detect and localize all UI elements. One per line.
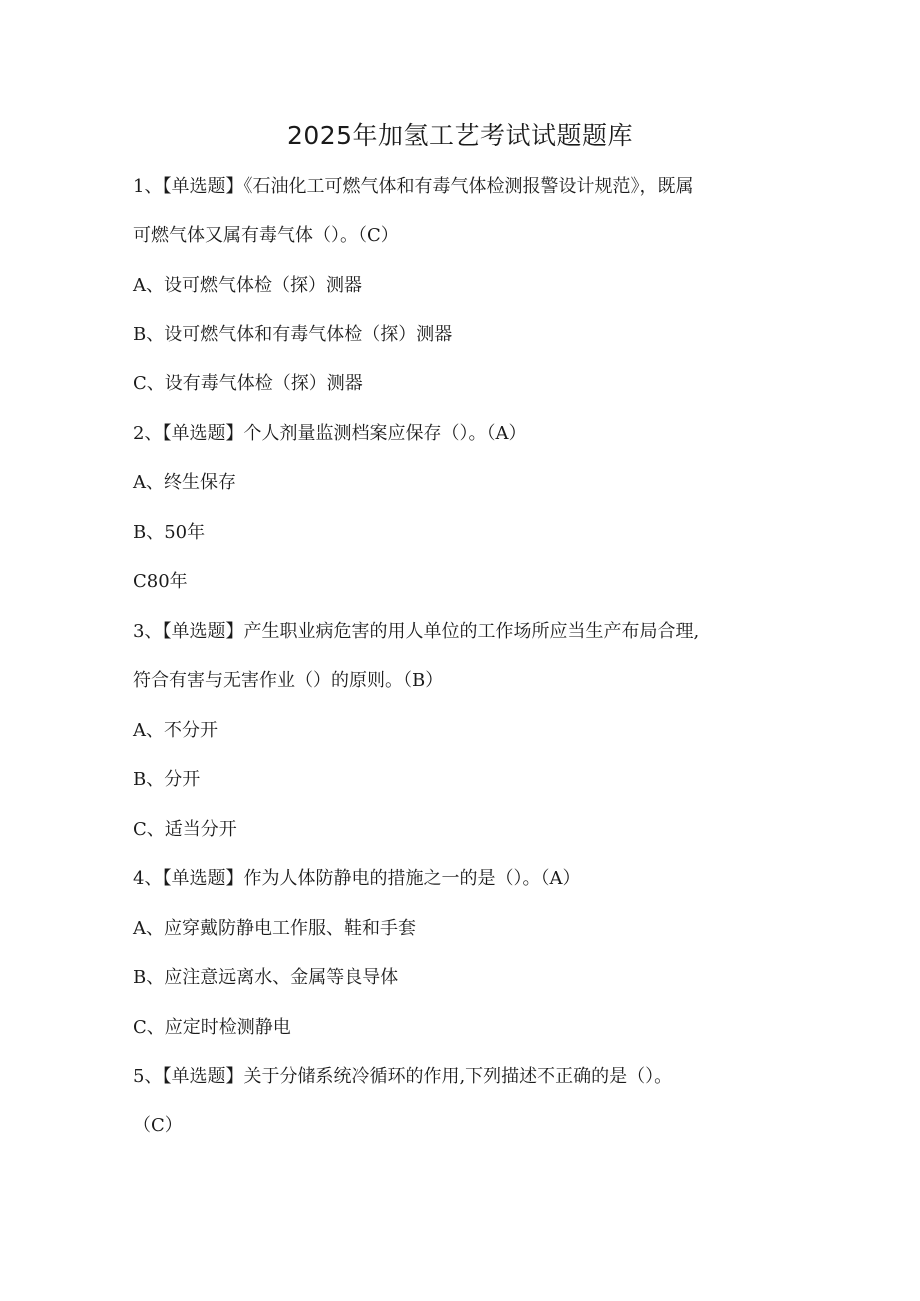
question-4-option-a: A、应穿戴防静电工作服、鞋和手套 — [133, 918, 416, 939]
question-5-stem-line-1: 5、【单选题】关于分储系统冷循环的作用,下列描述不正确的是（）。 — [133, 1066, 673, 1087]
question-2-option-a: A、终生保存 — [133, 472, 236, 493]
question-5-stem-line-2: （C） — [133, 1115, 183, 1136]
question-1-option-b: B、设可燃气体和有毒气体检（探）测器 — [133, 324, 453, 345]
question-4-stem: 4、【单选题】作为人体防静电的措施之一的是（）。（A） — [133, 868, 581, 889]
question-1-option-c: C、设有毒气体检（探）测器 — [133, 373, 363, 394]
question-3-option-a: A、不分开 — [133, 720, 218, 741]
question-3-stem-line-2: 符合有害与无害作业（）的原则。（B） — [133, 670, 444, 691]
question-3-option-b: B、分开 — [133, 769, 201, 790]
question-2-option-b: B、50年 — [133, 522, 206, 543]
question-4-option-b: B、应注意远离水、金属等良导体 — [133, 967, 399, 988]
question-4-option-c: C、应定时检测静电 — [133, 1017, 291, 1038]
page-title: 2025年加氢工艺考试试题题库 — [286, 121, 634, 150]
question-2-stem: 2、【单选题】个人剂量监测档案应保存（）。（A） — [133, 423, 527, 444]
question-3-stem-line-1: 3、【单选题】产生职业病危害的用人单位的工作场所应当生产布局合理, — [133, 621, 700, 642]
question-2-option-c: C80年 — [133, 571, 188, 592]
question-1-option-a: A、设可燃气体检（探）测器 — [133, 275, 362, 296]
question-1-stem-line-2: 可燃气体又属有毒气体（）。（C） — [133, 225, 399, 246]
question-3-option-c: C、适当分开 — [133, 819, 237, 840]
question-1-stem-line-1: 1、【单选题】《石油化工可燃气体和有毒气体检测报警设计规范》，既属 — [133, 176, 694, 197]
